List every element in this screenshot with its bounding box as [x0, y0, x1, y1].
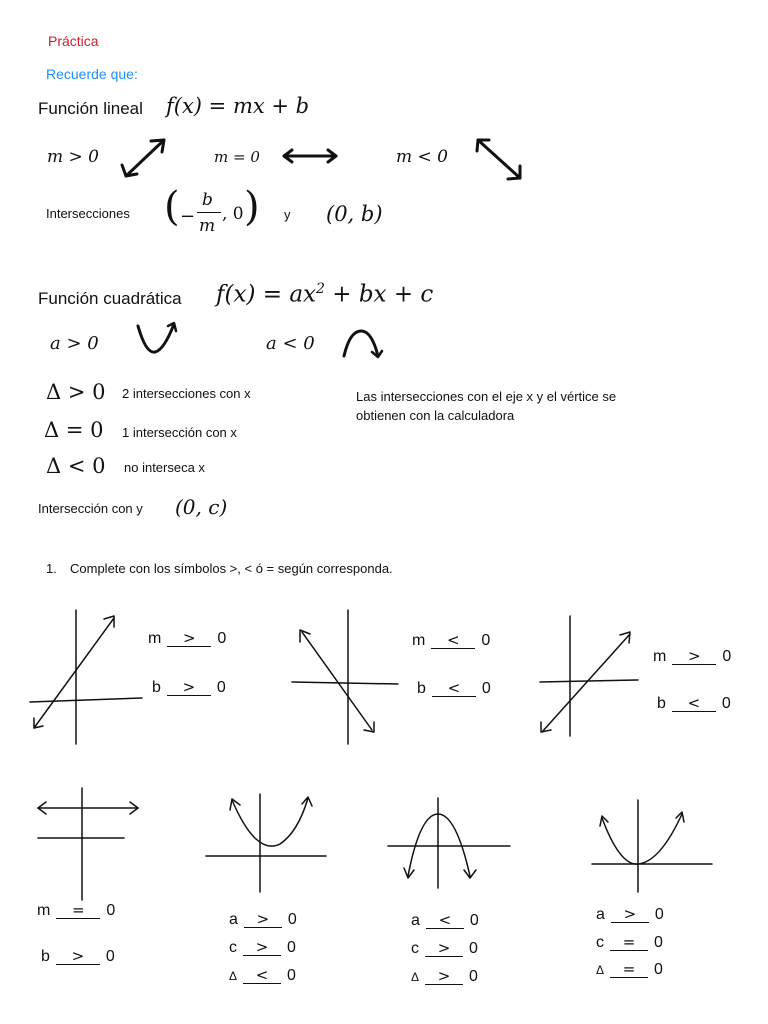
exercise-number: 1. — [46, 561, 57, 576]
slope-negative-label: m < 0 — [396, 147, 448, 167]
answer-blank[interactable]: > — [167, 630, 211, 647]
plot-curve — [408, 814, 470, 876]
graph-1-row-b: b > 0 — [152, 678, 226, 696]
graph-1-row-m: m > 0 — [148, 629, 227, 647]
answer-blank[interactable]: > — [56, 948, 100, 965]
y-intercept-quadratic: (0, c) — [175, 495, 228, 519]
graph-5-row-a: a > 0 — [229, 910, 297, 928]
answer-blank[interactable]: = — [610, 934, 648, 951]
graph-5-row-c: c > 0 — [229, 938, 296, 956]
calculator-note-line2: obtienen con la calculadora — [356, 408, 515, 423]
plot-curve — [232, 798, 308, 846]
answer-blank[interactable]: > — [611, 906, 649, 923]
calculator-note-line1: Las intersecciones con el eje x y el vértice se — [356, 389, 617, 404]
paren-right: ) — [244, 184, 260, 230]
answer-blank[interactable]: = — [610, 961, 648, 978]
and-label: y — [284, 207, 291, 222]
graph-1-linear — [28, 606, 148, 746]
graph-2-linear — [290, 606, 400, 746]
arrow-down-right-icon — [472, 134, 528, 184]
linear-formula: f(x) = mx + b — [166, 94, 310, 118]
fraction-bar — [197, 212, 221, 213]
exercise-instruction: Complete con los símbolos >, < ó = según corresponda. — [70, 561, 393, 576]
delta-positive: Δ > 0 — [46, 380, 106, 404]
graph-4-row-m: m = 0 — [37, 901, 116, 919]
paren-left: ( — [164, 184, 180, 230]
graph-4-row-b: b > 0 — [41, 947, 115, 965]
parabola-down-icon — [338, 326, 386, 362]
graph-6-row-delta: Δ > 0 — [411, 967, 478, 985]
delta-positive-text: 2 intersecciones con x — [122, 386, 251, 401]
graph-7-row-delta: Δ = 0 — [596, 960, 663, 978]
quadratic-heading: Función cuadrática — [38, 289, 182, 308]
y-intercept-label: Intersección con y — [38, 501, 143, 516]
answer-blank[interactable]: < — [432, 680, 476, 697]
x-axis — [292, 682, 398, 684]
graph-7-row-c: c = 0 — [596, 933, 663, 951]
graph-4-linear — [34, 786, 142, 902]
quadratic-formula: $f(x) = ax^2$ + bx + c — [216, 281, 434, 308]
graph-3-row-b: b < 0 — [657, 694, 731, 712]
plot-line — [34, 618, 114, 728]
delta-negative-text: no interseca x — [124, 460, 205, 475]
answer-blank[interactable]: < — [243, 967, 281, 984]
graph-6-quadratic — [386, 796, 512, 890]
graph-5-quadratic — [204, 792, 328, 894]
a-positive-label: a > 0 — [50, 333, 99, 354]
delta-negative: Δ < 0 — [46, 454, 106, 478]
graph-6-row-c: c > 0 — [411, 939, 478, 957]
x-intercept-denominator: m — [199, 216, 216, 236]
recall-label: Recuerde que: — [46, 66, 138, 82]
delta-zero-text: 1 intersección con x — [122, 425, 237, 440]
slope-positive-label: m > 0 — [47, 147, 99, 167]
x-axis — [30, 698, 142, 702]
answer-blank[interactable]: > — [672, 648, 716, 665]
x-intercept-minus: − — [180, 206, 196, 227]
answer-blank[interactable]: < — [672, 695, 716, 712]
y-intercept-linear: (0, b) — [326, 202, 383, 226]
answer-blank[interactable]: > — [425, 968, 463, 985]
answer-blank[interactable]: > — [243, 939, 281, 956]
answer-blank[interactable]: < — [431, 632, 475, 649]
graph-7-quadratic — [590, 798, 714, 894]
graph-5-row-delta: Δ < 0 — [229, 966, 296, 984]
answer-blank[interactable]: > — [244, 911, 282, 928]
graph-2-row-b: b < 0 — [417, 679, 491, 697]
plot-line — [302, 632, 372, 730]
graph-3-row-m: m > 0 — [653, 647, 732, 665]
graph-3-linear — [538, 614, 642, 738]
answer-blank[interactable]: = — [56, 902, 100, 919]
delta-zero: Δ = 0 — [44, 418, 104, 442]
graph-2-row-m: m < 0 — [412, 631, 491, 649]
x-intercept-numerator: b — [202, 190, 213, 210]
a-negative-label: a < 0 — [266, 333, 315, 354]
plot-curve — [602, 814, 682, 864]
answer-blank[interactable]: > — [425, 940, 463, 957]
parabola-up-icon — [132, 318, 182, 356]
arrow-horizontal-icon — [280, 146, 342, 166]
linear-heading: Función lineal — [38, 99, 143, 118]
slope-zero-label: m = 0 — [214, 148, 260, 166]
graph-6-row-a: a < 0 — [411, 911, 479, 929]
answer-blank[interactable]: > — [167, 679, 211, 696]
page-title: Práctica — [48, 33, 99, 49]
x-intercept-tail: , 0 — [222, 204, 244, 224]
plot-line — [542, 634, 630, 732]
intersections-label: Intersecciones — [46, 206, 130, 221]
answer-blank[interactable]: < — [426, 912, 464, 929]
arrow-up-right-icon — [118, 134, 170, 182]
graph-7-row-a: a > 0 — [596, 905, 664, 923]
